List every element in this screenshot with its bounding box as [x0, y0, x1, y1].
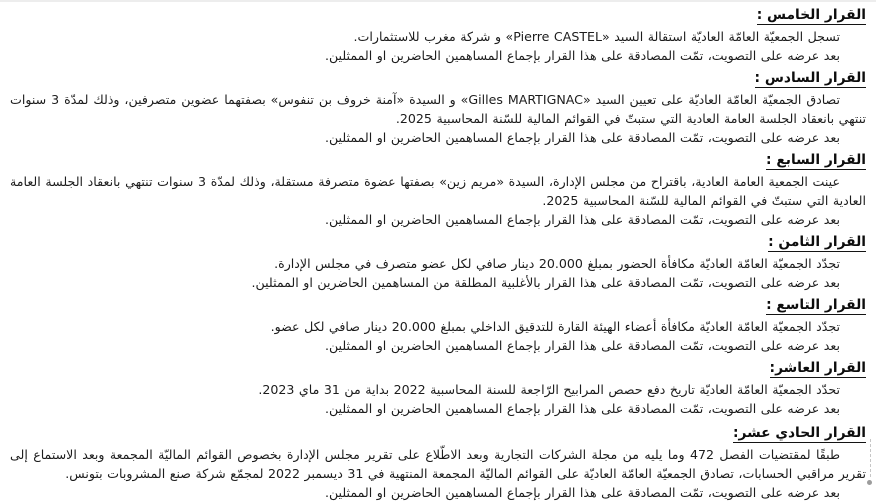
resolution-6-section	[10, 70, 866, 147]
resolution-8-section	[10, 234, 866, 292]
resolution-10-title	[10, 360, 866, 377]
resolution-7-vote-line: بعد عرضه على التصويت، تمّت المصادقة على هذا القرار بإجماع المساهمين الحاضرين او الممثلين.	[324, 212, 840, 227]
resolution-9-title	[10, 297, 866, 314]
resolution-6-vote-line: بعد عرضه على التصويت، تمّت المصادقة على هذا القرار بإجماع المساهمين الحاضرين او الممثلين.	[324, 130, 840, 145]
resolution-6-title	[10, 70, 866, 87]
resolution-10-title-text: القرار العاشر:	[769, 360, 866, 376]
resolution-6-body: تصادق الجمعيّة العامّة العاديّة على تعيين السيد «Gilles MARTIGNAC» و السيدة «آمنة خروف بن تنفوس» بصفتهما عضوين متصرفين، وذلك لمدّة 3 سنوات تنتهي بانعقاد الجلسة العامة العادية التي ستبتّ في القوائم المالية للسّنة المحاسبية 2025.	[10, 92, 866, 126]
resolution-10-body: تحدّد الجمعيّة العامّة العاديّة تاريخ دفع حصص المرابيح الرّاجعة للسنة المحاسبية 2022 بداية من 31 ماي 2023.	[258, 382, 840, 397]
resolution-9-vote-line: بعد عرضه على التصويت، تمّت المصادقة على هذا القرار بإجماع المساهمين الحاضرين او الممثلين.	[324, 338, 840, 353]
print-edge-microtext	[870, 439, 871, 477]
resolution-8-title	[10, 234, 866, 251]
resolution-11-body: طبقًا لمقتضيات الفصل 472 وما يليه من مجلة الشركات التجارية وبعد الاطّلاع على تقرير مجلس الإدارة بخصوص القوائم الماليّة المجمعة وبعد الاستماع إلى تقرير مراقبي الحسابات، تصادق الجمعيّة العامّة العاديّة على القوائم الماليّة المجمعة المنتهية في 31 ديسمبر 2022 لمجمّع شركة صنع المشروبات بتونس.	[10, 447, 866, 481]
resolution-7-section	[10, 152, 866, 229]
resolution-8-title-text: القرار الثامن :	[768, 234, 866, 250]
resolution-7-title	[10, 152, 866, 169]
resolution-9-section	[10, 297, 866, 355]
resolution-11-section	[10, 425, 866, 502]
resolution-5-body: تسجل الجمعيّة العامّة العاديّة استقالة السيد «Pierre CASTEL» و شركة مغرب للاستثمارات.	[353, 29, 840, 44]
resolution-8-vote-line: بعد عرضه على التصويت، تمّت المصادقة على هذا القرار بالأغلبية المطلقة من المساهمين الحاضرين او الممثلين.	[251, 275, 840, 290]
resolution-11-vote-line: بعد عرضه على التصويت، تمّت المصادقة على هذا القرار بإجماع المساهمين الحاضرين او الممثلين.	[324, 485, 840, 500]
resolution-10-section	[10, 360, 866, 418]
resolution-5-title	[10, 7, 866, 24]
resolution-7-title-text: القرار السابع :	[766, 152, 866, 168]
resolution-9-body: تجدّد الجمعيّة العامّة العاديّة مكافأة أعضاء الهيئة القارة للتدقيق الداخلي بمبلغ 20.000 دينار صافي لكل عضو.	[270, 319, 840, 334]
resolution-8-body: تجدّد الجمعيّة العامّة العاديّة مكافأة الحضور بمبلغ 20.000 دينار صافي لكل عضو متصرف في مجلس الإدارة.	[274, 256, 840, 271]
print-edge-artifact	[868, 439, 872, 487]
resolution-7-body: عينت الجمعية العامة العادية، باقتراح من مجلس الإدارة، السيدة «مريم زين» بصفتها عضوة متصرفة مستقلة، وذلك لمدّة 3 سنوات تنتهي بانعقاد الجلسة العامة العادية التي ستبتّ في القوائم المالية للسّنة المحاسبية 2025.	[10, 174, 866, 208]
resolution-6-title-text: القرار السادس :	[754, 70, 866, 86]
resolution-9-title-text: القرار التاسع :	[766, 297, 866, 313]
resolution-10-vote-line: بعد عرضه على التصويت، تمّت المصادقة على هذا القرار بإجماع المساهمين الحاضرين او الممثلين.	[324, 401, 840, 416]
resolution-11-title-text: القرار الحادي عشر:	[732, 425, 866, 441]
resolution-5-section	[10, 7, 866, 65]
resolution-5-vote-line: بعد عرضه على التصويت، تمّت المصادقة على هذا القرار بإجماع المساهمين الحاضرين او الممثلين.	[324, 48, 840, 63]
print-edge-dot	[867, 480, 872, 485]
resolution-5-title-text: القرار الخامس :	[756, 7, 866, 23]
resolution-11-title	[10, 425, 866, 442]
